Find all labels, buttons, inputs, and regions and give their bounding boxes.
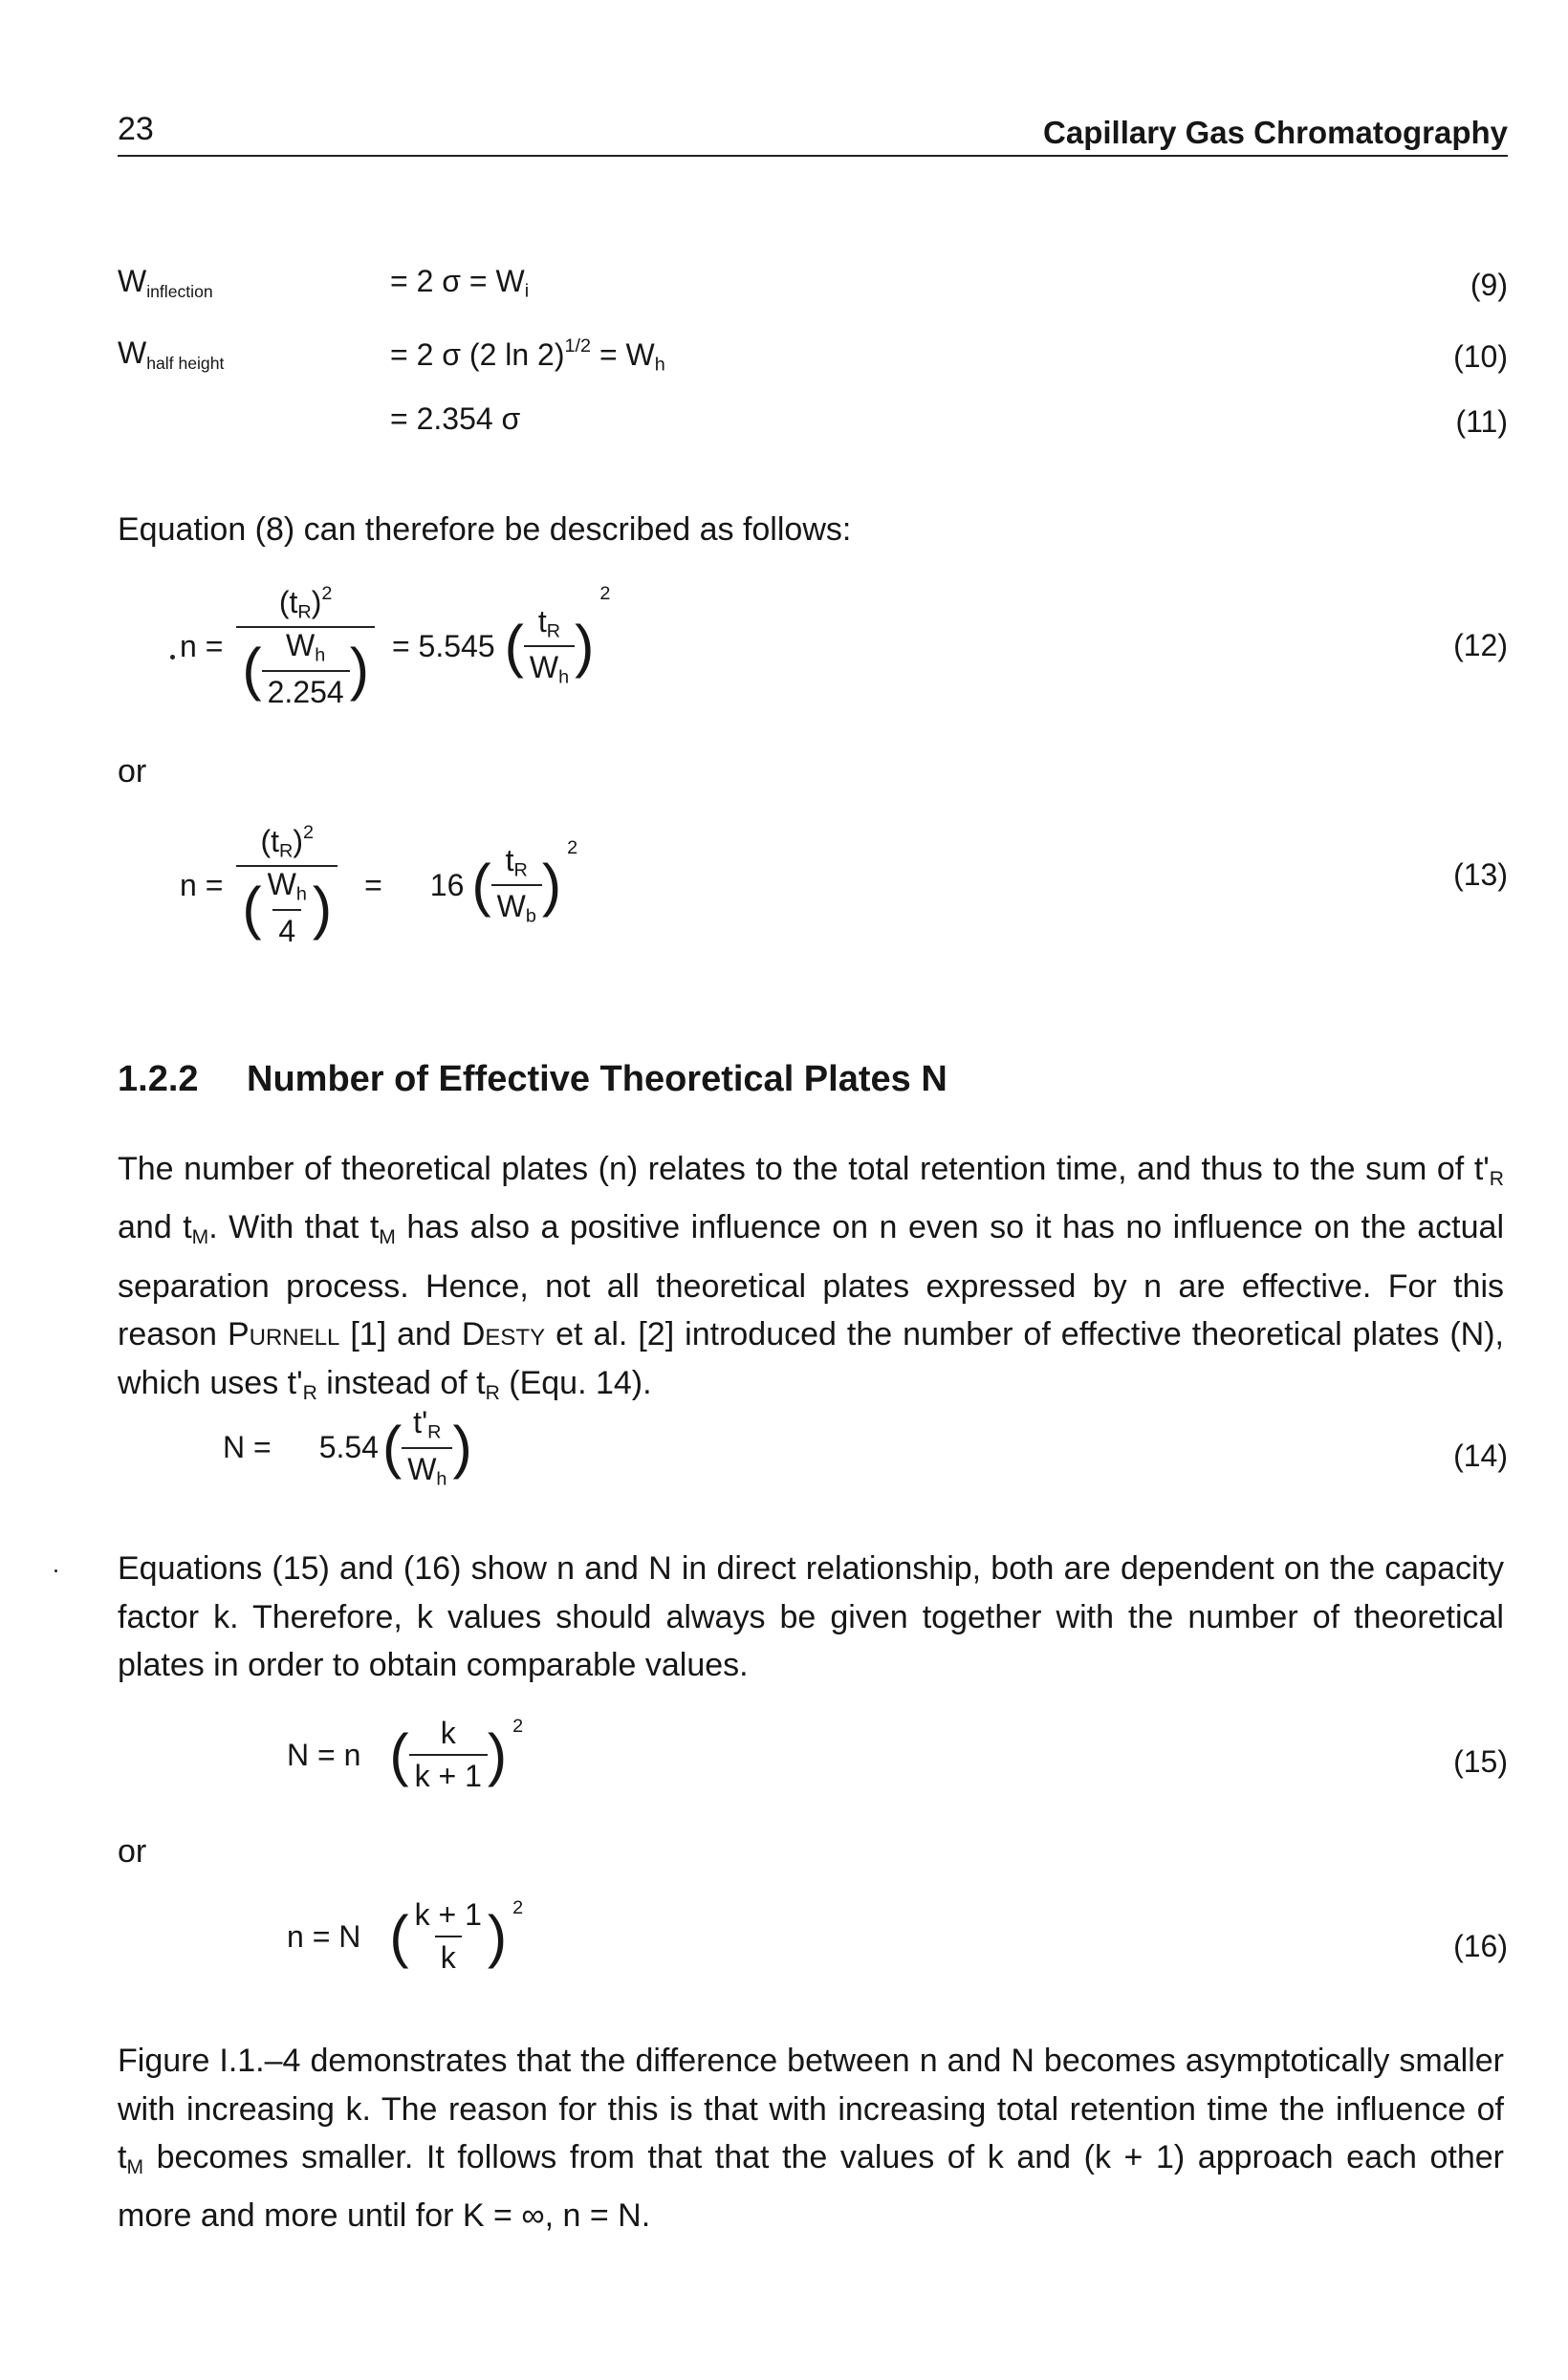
eq12-denominator — [236, 626, 375, 710]
section-number: 1.2.2 — [118, 1059, 199, 1099]
page-number: 23 — [118, 111, 154, 147]
eq16-number: (16) — [1453, 1929, 1508, 1963]
eq15-ratio: $\frac{k}{k + 1}$ — [409, 1716, 488, 1794]
or-label-2: or — [118, 1833, 147, 1870]
eq13-mid: = — [364, 867, 382, 902]
eq14-number: (14) — [1453, 1439, 1508, 1473]
right-paren: ) — [541, 853, 562, 919]
eq11-number: (11) — [1455, 404, 1508, 439]
paragraph-1: The number of theoretical plates (n) relates to the total retention time, and thus to the sum of $t'_R$ and $t_M$. With that $t_M$ has also a positive influence on n even so it has no influence on the actual separation process. Hence, not all theoretical plates expressed by n are effective. For this reason Purnell [1] and Desty et al. [2] introduced the number of effective theoretical plates (N), which uses $t'_R$ instead of $t_R$ (Equ. 14). — [118, 1151, 1505, 1404]
eq13-denominator — [236, 865, 338, 949]
right-paren: ) — [349, 636, 369, 702]
eq12-ratio: $\frac{t_R}{W_h}$ — [524, 604, 575, 689]
eq10-lhs: Whalf height — [118, 335, 225, 374]
eq13-main-fraction — [236, 822, 338, 949]
eq12-mid: = 5.545 — [391, 628, 495, 663]
right-paren: ) — [487, 1903, 508, 1969]
eq12-inner-fraction: $\frac{W_h}{2.254}$ — [262, 628, 350, 710]
eq15 — [287, 1716, 523, 1794]
eq14-coefficient: 5.54 — [318, 1430, 379, 1465]
running-title: Capillary Gas Chromatography — [1043, 115, 1508, 150]
eq13-lhs: n = — [180, 867, 224, 902]
eq16 — [287, 1897, 523, 1976]
header-rule — [118, 155, 1508, 157]
eq13-exponent: 2 — [567, 837, 578, 858]
eq11-rhs: = 2.354 σ — [390, 401, 521, 436]
left-paren: ( — [389, 1721, 409, 1787]
section-heading — [118, 1059, 947, 1100]
eq12-main-fraction — [236, 583, 375, 710]
eq12-exponent: 2 — [599, 583, 611, 604]
eq10-rhs: = 2 σ (2 $\ln 2)^{1/2} = W_h$ — [390, 335, 665, 376]
eq13-numerator: $(t_R)^2$ — [260, 822, 315, 862]
eq12-lhs: n = — [180, 628, 224, 663]
author-desty: Desty — [461, 1316, 546, 1353]
author-purnell: Purnell — [227, 1316, 340, 1353]
paragraph-3: Figure I.1.–4 demonstrates that the difference between n and N becomes asymptotically smaller with increasing k. The reason for this is that with increasing total retention time the influence of $t_M$ becomes smaller. It follows from that that the values of k and (k + 1) approach each other more and more until for K = ∞, n = N. — [118, 2043, 1504, 2235]
left-paren: ( — [504, 614, 524, 680]
eq13-coefficient: 16 — [429, 867, 465, 902]
right-paren: ) — [575, 614, 595, 680]
left-paren: ( — [471, 853, 491, 919]
eq16-lhs: n = N — [287, 1918, 361, 1954]
eq14-ratio: $\frac{t'_R}{W_h}$ — [402, 1405, 452, 1490]
paragraph-2: Equations (15) and (16) show n and N in direct relationship, both are dependent on the capacity factor k. Therefore, k values should always be given together with the number of theoretical plates in order to obtain comparable values. — [118, 1550, 1504, 1683]
section-title: Number of Effective Theoretical Plates N — [247, 1059, 947, 1099]
eq13 — [180, 822, 577, 949]
or-label-1: or — [118, 753, 147, 790]
left-paren: ( — [242, 636, 262, 702]
eq10-number: (10) — [1453, 339, 1508, 374]
stray-dot — [170, 655, 175, 660]
eq15-lhs: N = n — [287, 1737, 361, 1772]
eq12 — [180, 583, 610, 710]
eq15-number: (15) — [1453, 1744, 1508, 1779]
right-paren: ) — [312, 875, 333, 941]
right-paren: ) — [452, 1415, 472, 1481]
eq13-inner-fraction: $\frac{W_h}{4}$ — [267, 867, 307, 948]
eq14 — [223, 1405, 472, 1490]
left-paren: ( — [381, 1415, 403, 1481]
left-paren: ( — [242, 875, 262, 941]
left-paren: ( — [389, 1903, 409, 1969]
margin-dot — [54, 1569, 57, 1572]
eq13-number: (13) — [1453, 857, 1508, 892]
right-paren: ) — [487, 1721, 508, 1787]
eq16-exponent: 2 — [512, 1897, 524, 1918]
intro-line: Equation (8) can therefore be described as follows: — [118, 511, 852, 548]
eq12-numerator: $(t_R)^2$ — [278, 583, 333, 623]
eq14-lhs: N = — [223, 1430, 272, 1465]
eq9-number: (9) — [1470, 268, 1508, 302]
eq13-ratio: $\frac{t_R}{W_b}$ — [491, 843, 542, 928]
eq9-rhs: = 2 $\sigma = W_i$ — [390, 264, 530, 302]
eq12-number: (12) — [1453, 628, 1508, 662]
eq16-ratio: $\frac{k + 1}{k}$ — [414, 1897, 482, 1975]
eq15-exponent: 2 — [512, 1716, 524, 1737]
eq9-lhs: Winflection — [118, 264, 213, 302]
